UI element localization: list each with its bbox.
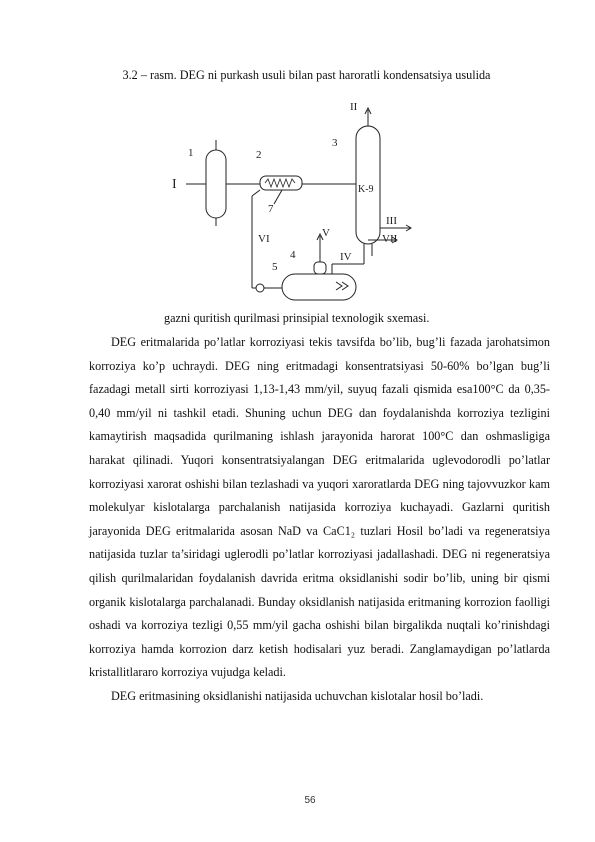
- process-scheme-figure: [164, 96, 434, 310]
- column-label: K-9: [358, 184, 374, 195]
- process-scheme-diagram: [164, 96, 434, 310]
- degasser-4: [282, 274, 356, 300]
- stream-label-III: III: [386, 215, 397, 227]
- paragraph-1: DEG eritmalarida po’latlar korroziyasi tekis tavsifda bo’lib, bug’li fazada jarohatsimon korroziya ko’p uchraydi. DEG ning eritmadagi konsentratsiyasi 50-60% bo’lgan bug’li fazadagi metall sirti korroziyasi 1,13-1,43 mm/yil, suyuq fazali qismida esa100°C da 0,35-0,40 mm/yil ni tashkil etadi. Shuning uchun DEG dan foydalanishda korroziya tezligini kamaytirish maqsadida qurilmaning ishlash jarayonida harorat 100°C dan oshmasligiga harakat qilinadi. Yuqori konsentratsiyalangan DEG eritmalarida uglevodorodli po’latlar korroziyasi xarorat oshishi bilan tezlashadi va yuqori xaroratlarda DEG ning tajovvuzkor kam molekulyar kislotalarga parchalanish natijasida korroziya kuchayadi. Gazlarni quritish jarayonida DEG eritmalarida asosan NaD va CaC1₂ tuzlari Hosil bo’ladi va regeneratsiya natijasida tuzlar ta’siridagi uglerodli po’latlar korroziyasi jadallashadi. DEG ni regeneratsiya qilish qurilmalaridan foydalanish davrida eritma oksidlanishi sodir bo’lib, uning bir qismi organik kislotalarga parchalanadi. Bunday oksidlanish natijasida eritmaning korrozion faolligi oshadi va korroziya tezligi 0,55 mm/yil gacha oshishi bilan birgalikda nuqtali ko’rinishdagi korroziya hamda korrozion darz ketish hodisalari yuz beradi. Zanglamaydigan po’latlarda kristallitlararo korroziya vujudga keladi.: [89, 335, 550, 680]
- label-3: 3: [332, 137, 338, 149]
- stream-label-VII: VII: [382, 233, 398, 245]
- label-1: 1: [188, 147, 194, 159]
- separator-vessel-1: [206, 150, 226, 218]
- stream-label-V: V: [322, 227, 330, 239]
- figure-caption-bottom: gazni quritish qurilmasi prinsipial texnologik sxemasi.: [164, 311, 430, 325]
- paragraph-2: DEG eritmasining oksidlanishi natijasida uchuvchan kislotalar hosil bo’ladi.: [111, 688, 484, 703]
- label-2: 2: [256, 149, 262, 161]
- body-text: [89, 331, 550, 709]
- label-5: 5: [272, 261, 278, 273]
- stream-label-II: II: [350, 101, 358, 113]
- label-7: 7: [268, 203, 274, 215]
- figure-caption-top: 3.2 – rasm. DEG ni purkash usuli bilan past haroratli kondensatsiya usulida: [122, 68, 491, 82]
- label-4: 4: [290, 249, 296, 261]
- stream-label-VI: VI: [258, 233, 270, 245]
- heat-exchanger-2: [260, 176, 302, 190]
- pump-5: [256, 284, 264, 292]
- stream-label-IV: IV: [340, 251, 352, 263]
- stream-label-I: I: [172, 177, 177, 192]
- page-number: 56: [304, 795, 316, 806]
